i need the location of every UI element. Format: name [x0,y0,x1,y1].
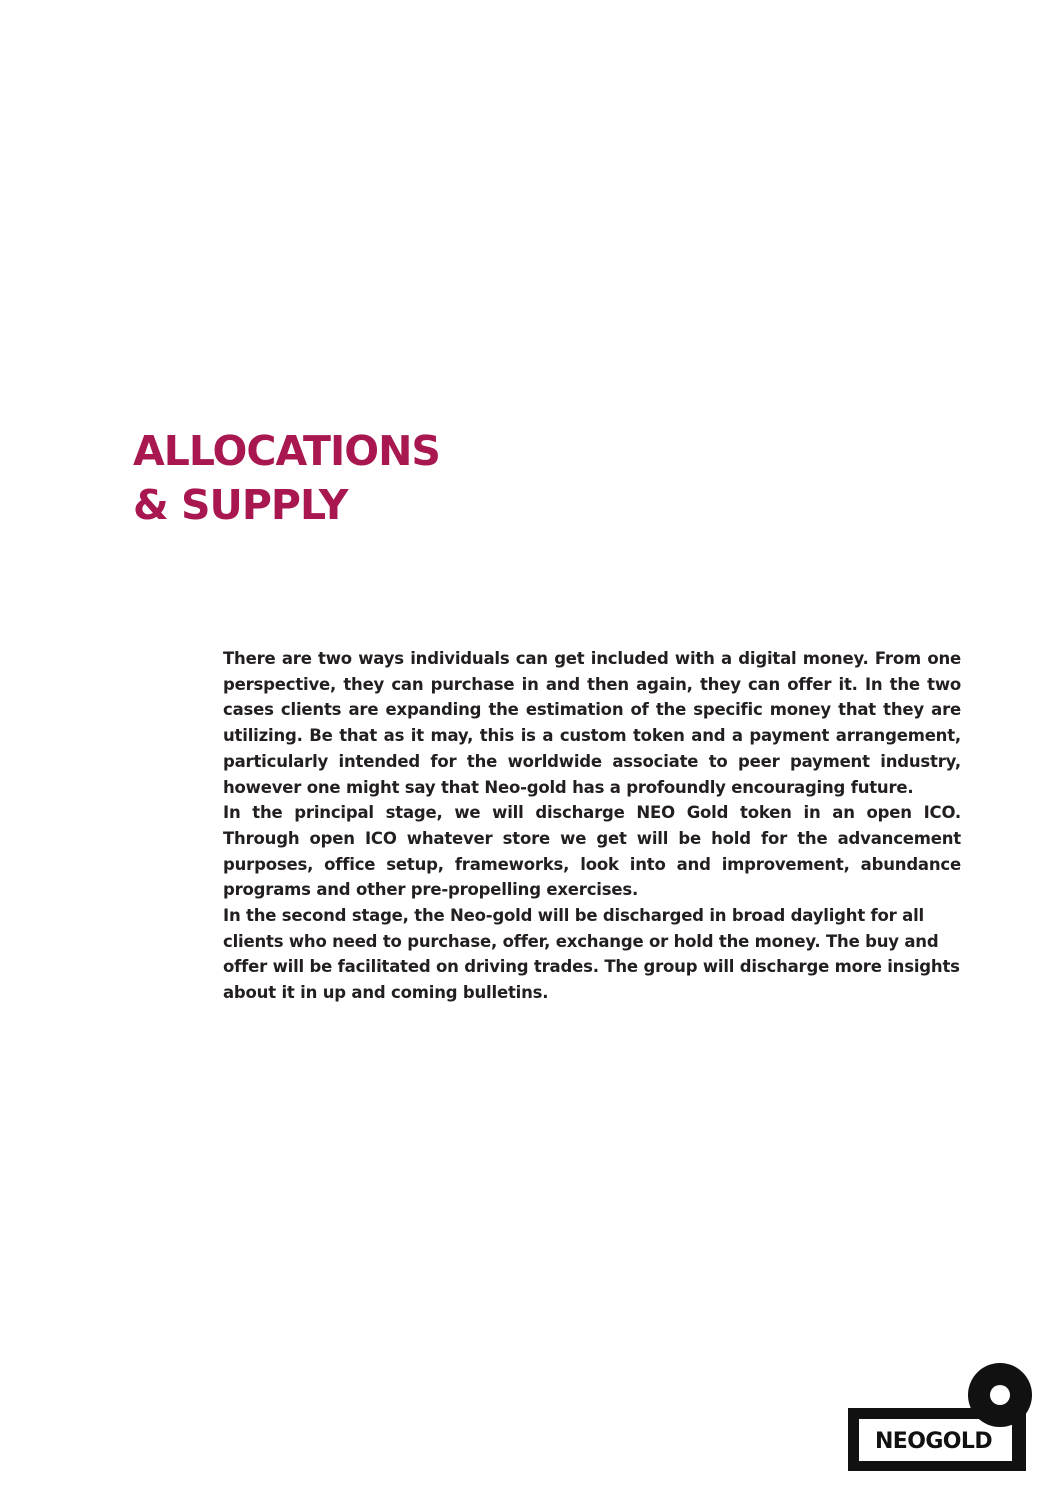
neogold-logo [848,1363,1034,1475]
body-text [223,646,961,1006]
paragraph-first-stage: In the principal stage, we will discharge NEO Gold token in an open ICO. Through open ICO whatever store we get will be hold for the advancement purposes, office setup, frameworks, look into and improvement, abundance programs and other pre-propelling exercises. [223,803,961,900]
page-title-line-2: & SUPPLY [133,481,348,529]
logo-ring-icon [968,1363,1032,1427]
logo-dot [990,1385,1010,1405]
page-title-line-1: ALLOCATIONS [133,427,440,475]
logo-text: NEOGOLD [875,1429,992,1454]
paragraph-intro: There are two ways individuals can get included with a digital money. From one perspective, they can purchase in and then again, they can offer it. In the two cases clients are expanding the estimation of the specific money that they are utilizing. Be that as it may, this is a custom token and a payment arrangement, particularly intended for the worldwide associate to peer payment industry, however one might say that Neo-gold has a profoundly encouraging future. [223,649,961,797]
page-title [133,424,440,532]
paragraph-second-stage: In the second stage, the Neo-gold will be discharged in broad daylight for all clients who need to purchase, offer, exchange or hold the money. The buy and offer will be facilitated on driving trades. The group will discharge more insights about it in up and coming bulletins. [223,906,960,1003]
